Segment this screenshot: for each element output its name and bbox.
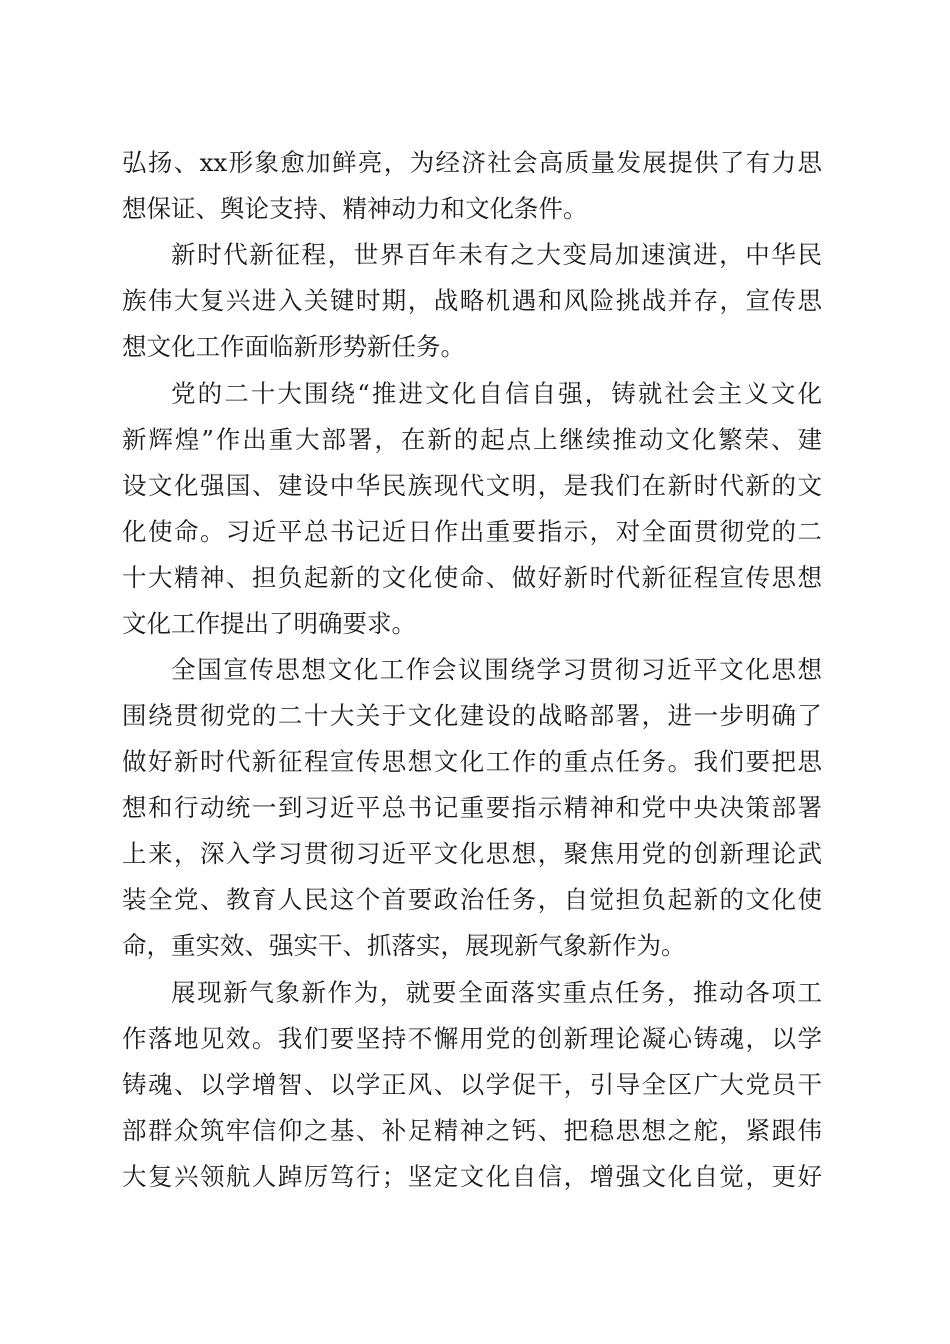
text-line: 想保证、舆论支持、精神动力和文化条件。	[122, 194, 588, 223]
text-line: 设文化强国、建设中华民族现代文明，是我们在新时代新的文	[122, 471, 822, 500]
paragraph-first-line: 展现新气象新作为，就要全面落实重点任务，推动各项工	[171, 978, 822, 1007]
text-line: 族伟大复兴进入关键时期，战略机遇和风险挑战并存，宣传思	[122, 286, 822, 315]
text-line: 化使命。习近平总书记近日作出重要指示，对全面贯彻党的二	[122, 517, 822, 546]
paragraph-first-line: 新时代新征程，世界百年未有之大变局加速演进，中华民	[171, 240, 822, 269]
text-line: 想和行动统一到习近平总书记重要指示精神和党中央决策部署	[122, 793, 822, 822]
text-line: 部群众筑牢信仰之基、补足精神之钙、把稳思想之舵，紧跟伟	[122, 1116, 822, 1145]
text-line: 上来，深入学习贯彻习近平文化思想，聚焦用党的创新理论武	[122, 839, 822, 868]
text-line: 命，重实效、强实干、抓落实，展现新气象新作为。	[122, 931, 686, 960]
paragraph-first-line: 党的二十大围绕“推进文化自信自强，铸就社会主义文化	[171, 379, 822, 408]
text-line: 文化工作提出了明确要求。	[122, 609, 416, 638]
text-line: 十大精神、担负起新的文化使命、做好新时代新征程宣传思想	[122, 563, 822, 592]
text-line: 新辉煌”作出重大部署，在新的起点上继续推动文化繁荣、建	[122, 425, 822, 454]
text-line: 弘扬、xx形象愈加鲜亮，为经济社会高质量发展提供了有力思	[122, 148, 822, 177]
text-line: 装全党、教育人民这个首要政治任务，自觉担负起新的文化使	[122, 885, 822, 914]
paragraph-first-line: 全国宣传思想文化工作会议围绕学习贯彻习近平文化思想	[171, 655, 822, 684]
text-line: 大复兴领航人踔厉笃行；坚定文化自信，增强文化自觉，更好	[122, 1162, 822, 1191]
text-line: 作落地见效。我们要坚持不懈用党的创新理论凝心铸魂，以学	[122, 1024, 822, 1053]
text-line: 做好新时代新征程宣传思想文化工作的重点任务。我们要把思	[122, 747, 822, 776]
text-line: 围绕贯彻党的二十大关于文化建设的战略部署，进一步明确了	[122, 701, 822, 730]
text-line: 铸魂、以学增智、以学正风、以学促干，引导全区广大党员干	[122, 1070, 822, 1099]
text-line: 想文化工作面临新形势新任务。	[122, 332, 465, 361]
